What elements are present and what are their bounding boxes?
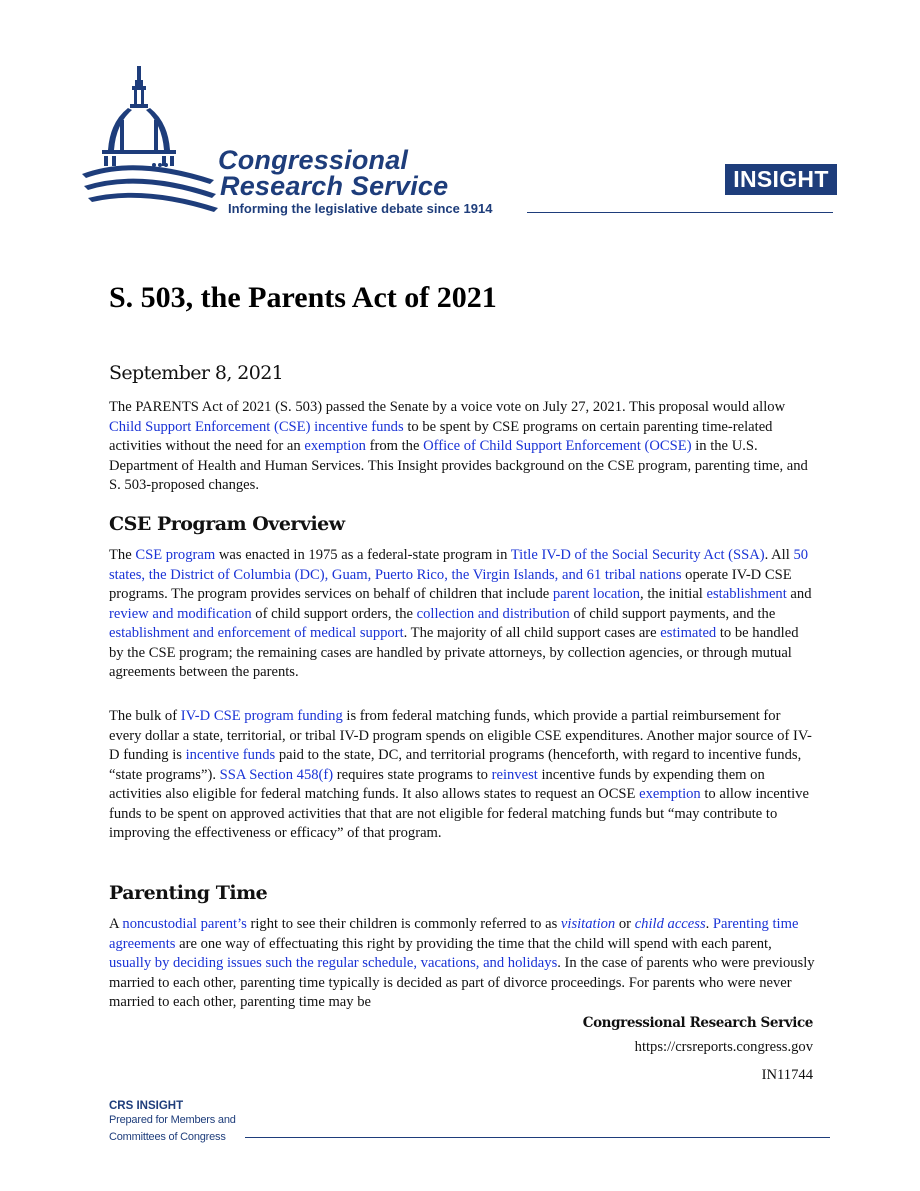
inline-link[interactable]: child access	[634, 916, 706, 932]
inline-link[interactable]: visitation	[560, 916, 616, 932]
org-tagline: Informing the legislative debate since 1914	[228, 201, 493, 216]
footer-url-link[interactable]: https://crsreports.congress.gov	[634, 1039, 813, 1055]
footer-org-name: Congressional Research Service	[582, 1015, 813, 1031]
crs-capitol-dome-logo	[80, 62, 220, 217]
inline-link[interactable]: 50 states, the District of Columbia (DC), Guam, Puerto Rico, the Virgin Islands, and 61 tribal nations	[109, 547, 809, 583]
section-heading-cse-overview: CSE Program Overview	[109, 513, 345, 535]
publication-date: September 8, 2021	[109, 362, 284, 384]
inline-link[interactable]: Child Support Enforcement (CSE) incentive funds	[109, 418, 404, 435]
inline-link[interactable]: estimated	[660, 625, 717, 641]
page-title: S. 503, the Parents Act of 2021	[109, 281, 497, 314]
inline-link[interactable]: establishment	[706, 586, 787, 602]
org-name-line2: Research Service	[220, 171, 449, 201]
inline-link[interactable]: incentive funds	[185, 747, 276, 763]
inline-link[interactable]: exemption	[639, 786, 701, 802]
inline-link[interactable]: exemption	[304, 438, 366, 454]
inline-link[interactable]: Title IV-D of the Social Security Act (SSA)	[510, 547, 765, 563]
footer-prepared-line1: Prepared for Members and	[109, 1114, 236, 1126]
footer-series-label: CRS INSIGHT	[109, 1100, 184, 1112]
intro-paragraph: The PARENTS Act of 2021 (S. 503) passed the Senate by a voice vote on July 27, 2021. This proposal would allow Child Support Enforcement (CSE) incentive funds to be spent by CSE programs on certain parenting time-related activities without the need for an exemption from the Office of Child Support Enforcement (OCSE) in the U.S. Department of Health and Human Services. This Insight provides background on the CSE program, parenting time, and S. 503-proposed changes.	[109, 399, 808, 493]
org-name-line1: Congressional	[218, 145, 409, 175]
section-heading-parenting-time: Parenting Time	[109, 882, 268, 904]
parenting-time-paragraph-1: A noncustodial parent’s right to see their children is commonly referred to as visitation or child access. Parenting time agreements are one way of effectuating this right by providing the time that the child will spend with each parent, usually by deciding issues such the regular schedule, vacations, and holidays. In the case of parents who were previously married to each other, parenting time typically is decided as part of divorce proceedings. For parents who were never married to each other, parenting time may be	[109, 916, 815, 1010]
inline-link[interactable]: reinvest	[491, 766, 538, 783]
footer-rule	[245, 1137, 830, 1138]
insight-badge: INSIGHT	[725, 164, 837, 195]
inline-link[interactable]: parent location	[552, 586, 641, 602]
inline-link[interactable]: CSE program	[135, 547, 216, 563]
footer-prepared-line2: Committees of Congress	[109, 1131, 226, 1143]
inline-link[interactable]: review and modification	[109, 605, 252, 622]
inline-link[interactable]: IV-D CSE program funding	[180, 708, 343, 724]
cse-overview-paragraph-1: The CSE program was enacted in 1975 as a federal-state program in Title IV-D of the Social Security Act (SSA). All 50 states, the District of Columbia (DC), Guam, Puerto Rico, the Virgin Islands, and 61 tribal nations operate IV-D CSE programs. The program provides services on behalf of children that include parent location, the initial establishment and review and modification of child support orders, the collection and distribution of child support payments, and the establishment and enforcement of medical support. The majority of all child support cases are estimated to be handled by the CSE program; the remaining cases are handled by private attorneys, by collection agencies, or through mutual agreements between the parents.	[109, 547, 812, 680]
header-rule	[527, 212, 833, 213]
inline-link[interactable]: collection and distribution	[416, 605, 570, 622]
inline-link[interactable]: noncustodial parent’s	[122, 916, 247, 932]
inline-link[interactable]: SSA Section 458(f)	[219, 766, 334, 783]
inline-link[interactable]: usually by deciding issues such the regular schedule, vacations, and holidays	[109, 955, 558, 971]
cse-overview-paragraph-2: The bulk of IV-D CSE program funding is from federal matching funds, which provide a partial reimbursement for every dollar a state, territorial, or tribal IV-D program spends on eligible CSE expenditures. Another major source of IV-D funding is incentive funds paid to the state, DC, and territorial programs (henceforth, with regard to incentive funds, “state programs”). SSA Section 458(f) requires state programs to reinvest incentive funds by expending them on activities also eligible for federal matching funds. It also allows states to request an OCSE exemption to allow incentive funds to be spent on approved activities that that are not eligible for federal matching funds but “may contribute to improving the effectiveness or efficacy” of that program.	[109, 708, 812, 841]
inline-link[interactable]: establishment and enforcement of medical support	[109, 625, 404, 641]
report-id: IN11744	[761, 1067, 813, 1083]
inline-link[interactable]: Parenting time agreements	[109, 916, 799, 952]
inline-link[interactable]: Office of Child Support Enforcement (OCSE)	[423, 438, 692, 454]
